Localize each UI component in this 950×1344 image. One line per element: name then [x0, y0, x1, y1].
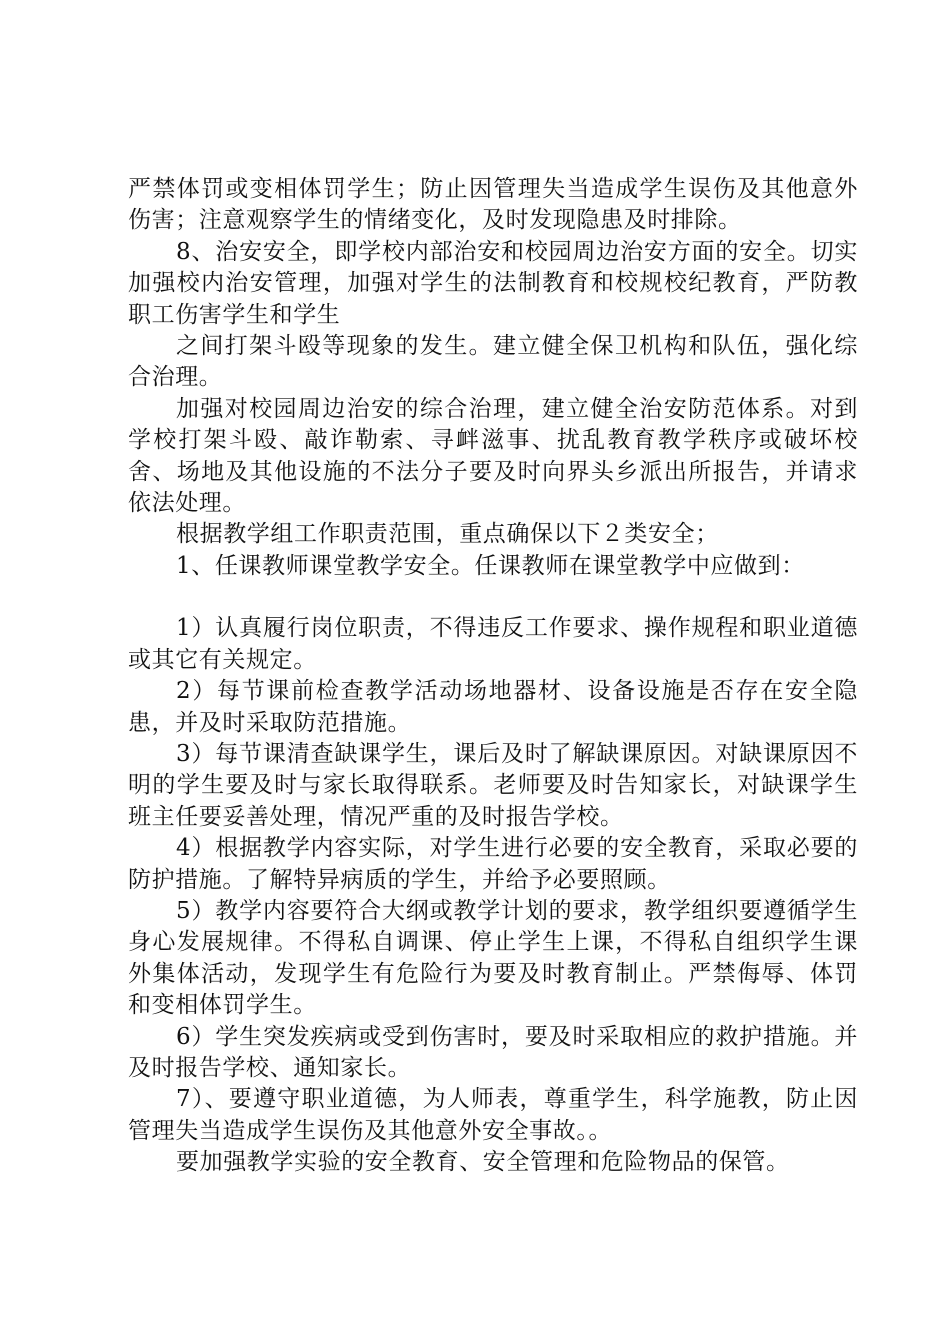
document-body: [128, 174, 858, 1179]
list-item-4: 4）根据教学内容实际，对学生进行必要的安全教育，采取必要的防护措施。了解特异病质的学生，并给予必要照顾。: [128, 835, 858, 893]
list-item-2: 2）每节课前检查教学活动场地器材、设备设施是否存在安全隐患，并及时采取防范措施。: [128, 678, 858, 736]
paragraph-fights-prevention: 之间打架斗殴等现象的发生。建立健全保卫机构和队伍，强化综合治理。: [128, 333, 858, 391]
paragraph-classroom-safety: 1、任课教师课堂教学安全。任课教师在课堂教学中应做到：: [176, 552, 805, 579]
paragraph-lab-safety: 要加强教学实验的安全教育、安全管理和危险物品的保管。: [176, 1149, 790, 1176]
list-item-3: 3）每节课清查缺课学生，课后及时了解缺课原因。对缺课原因不明的学生要及时与家长取得联系。老师要及时告知家长，对缺课学生班主任要妥善处理，情况严重的及时报告学校。: [128, 740, 858, 830]
list-item-1: 1）认真履行岗位职责，不得违反工作要求、操作规程和职业道德或其它有关规定。: [128, 615, 858, 673]
list-item-5: 5）教学内容要符合大纲或教学计划的要求，教学组织要遵循学生身心发展规律。不得私自调课、停止学生上课，不得私自组织学生课外集体活动，发现学生有危险行为要及时教育制止。严禁侮辱、体罚和变相体罚学生。: [128, 897, 858, 1019]
paragraph-continuation: 严禁体罚或变相体罚学生；防止因管理失当造成学生误伤及其他意外伤害；注意观察学生的情绪变化，及时发现隐患及时排除。: [128, 176, 858, 234]
list-item-7: 7）、要遵守职业道德，为人师表，尊重学生，科学施教，防止因管理失当造成学生误伤及其他意外安全事故。。: [128, 1086, 858, 1144]
paragraph-public-security: 8、治安安全，即学校内部治安和校园周边治安方面的安全。切实加强校内治安管理，加强对学生的法制教育和校规校纪教育，严防教职工伤害学生和学生: [128, 238, 858, 328]
paragraph-campus-surroundings: 加强对校园周边治安的综合治理，建立健全治安防范体系。对到学校打架斗殴、敲诈勒索、寻衅滋事、扰乱教育教学秩序或破坏校舍、场地及其他设施的不法分子要及时向界头乡派出所报告，并请求依法处理。: [128, 395, 858, 517]
paragraph-responsibility-scope: 根据教学组工作职责范围，重点确保以下２类安全；: [176, 521, 719, 548]
list-item-6: 6）学生突发疾病或受到伤害时，要及时采取相应的救护措施。并及时报告学校、通知家长。: [128, 1023, 858, 1081]
